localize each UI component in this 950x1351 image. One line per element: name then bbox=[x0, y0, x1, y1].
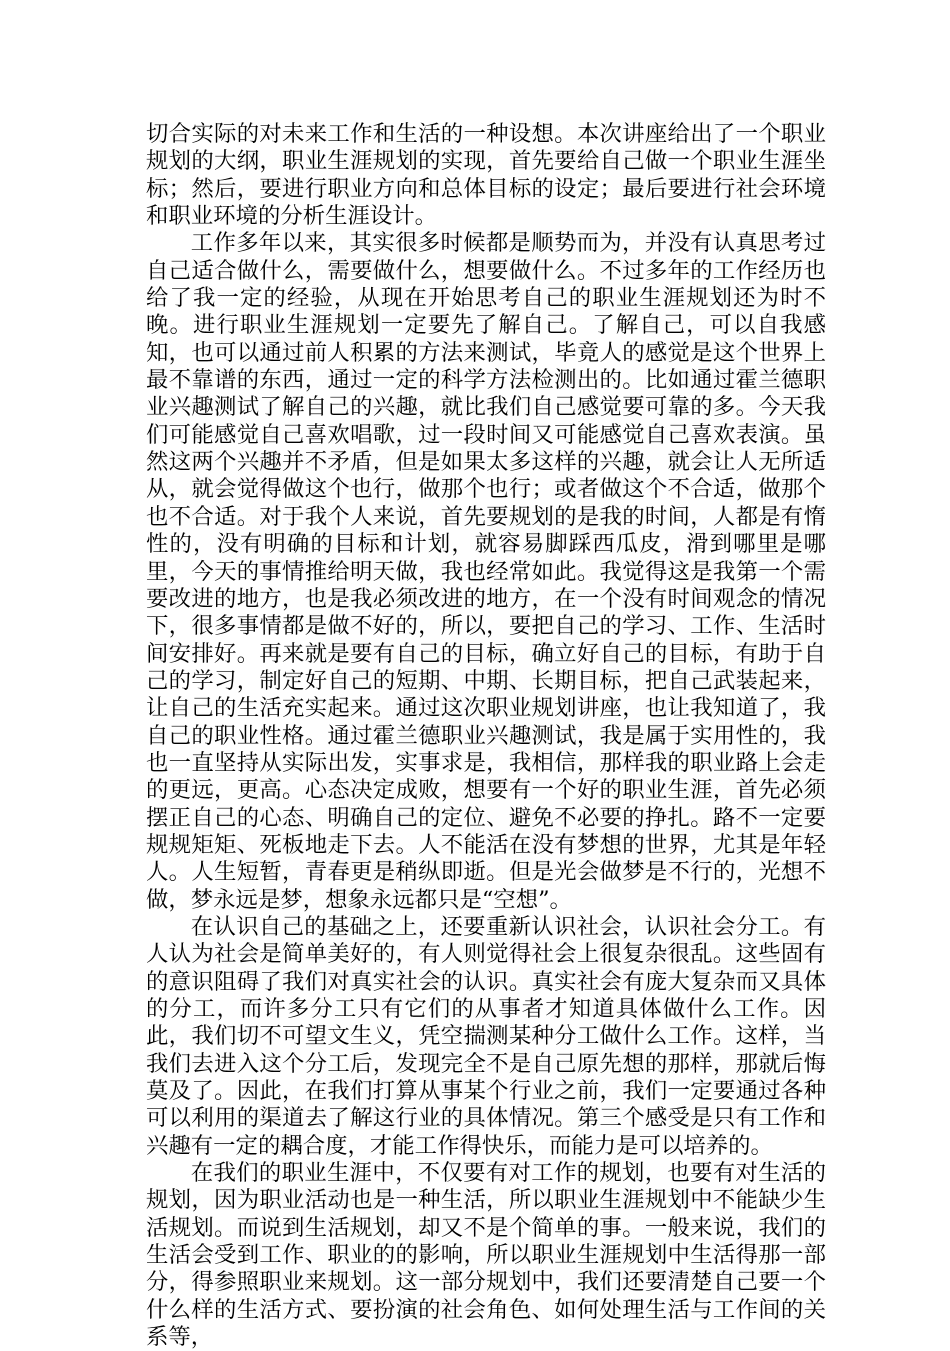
paragraph-self-knowledge: 工作多年以来，其实很多时候都是顺势而为，并没有认真思考过自己适合做什么，需要做什么，想要做什么。不过多年的工作经历也给了我一定的经验，从现在开始思考自己的职业生涯规划还为时不晚。进行职业生涯规划一定要先了解自己。了解自己，可以自我感知，也可以通过前人积累的方法来测试，毕竟人的感觉是这个世界上最不靠谱的东西，通过一定的科学方法检测出的。比如通过霍兰德职业兴趣测试了解自己的兴趣，就比我们自己感觉要可靠的多。今天我们可能感觉自己喜欢唱歌，过一段时间又可能感觉自己喜欢表演。虽然这两个兴趣并不矛盾，但是如果太多这样的兴趣，就会让人无所适从，就会觉得做这个也行，做那个也行；或者做这个不合适，做那个也不合适。对于我个人来说，首先要规划的是我的时间，人都是有惰性的，没有明确的目标和计划，就容易脚踩西瓜皮，滑到哪里是哪里，今天的事情推给明天做，我也经常如此。我觉得这是我第一个需要改进的地方，也是我必须改进的地方，在一个没有时间观念的情况下，很多事情都是做不好的，所以，要把自己的学习、工作、生活时间安排好。再来就是要有自己的目标，确立好自己的目标，有助于自己的学习，制定好自己的短期、中期、长期目标，把自己武装起来，让自己的生活充实起来。通过这次职业规划讲座，也让我知道了，我自己的职业性格。通过霍兰德职业兴趣测试，我是属于实用性的，我也一直坚持从实际出发，实事求是，我相信，那样我的职业路上会走的更远，更高。心态决定成败，想要有一个好的职业生涯，首先必须摆正自己的心态、明确自己的定位、避免不必要的挣扎。路不一定要规规矩矩、死板地走下去。人不能活在没有梦想的世界，尤其是年轻人。人生短暂，青春更是稍纵即逝。但是光会做梦是不行的，光想不做，梦永远是梦，想象永远都只是“空想”。 bbox=[146, 230, 826, 913]
paragraph-continuation: 切合实际的对未来工作和生活的一种设想。本次讲座给出了一个职业规划的大纲，职业生涯规划的实现，首先要给自己做一个职业生涯坐标；然后，要进行职业方向和总体目标的设定；最后要进行社会环境和职业环境的分析生涯设计。 bbox=[146, 121, 826, 230]
document-body bbox=[146, 121, 826, 1351]
paragraph-society: 在认识自己的基础之上，还要重新认识社会，认识社会分工。有人认为社会是简单美好的，有人则觉得社会上很复杂很乱。这些固有的意识阻碍了我们对真实社会的认识。真实社会有庞大复杂而又具体的分工，而许多分工只有它们的从事者才知道具体做什么工作。因此，我们切不可望文生义，凭空揣测某种分工做什么工作。这样，当我们去进入这个分工后，发现完全不是自己原先想的那样，那就后悔莫及了。因此，在我们打算从事某个行业之前，我们一定要通过各种可以利用的渠道去了解这行业的具体情况。第三个感受是只有工作和兴趣有一定的耦合度，才能工作得快乐，而能力是可以培养的。 bbox=[146, 913, 826, 1159]
paragraph-life-planning: 在我们的职业生涯中，不仅要有对工作的规划，也要有对生活的规划，因为职业活动也是一种生活，所以职业生涯规划中不能缺少生活规划。而说到生活规划，却又不是个简单的事。一般来说，我们的生活会受到工作、职业的的影响，所以职业生涯规划中生活得那一部分，得参照职业来规划。这一部分规划中，我们还要清楚自己要一个什么样的生活方式、要扮演的社会角色、如何处理生活与工作间的关系等， bbox=[146, 1160, 826, 1351]
